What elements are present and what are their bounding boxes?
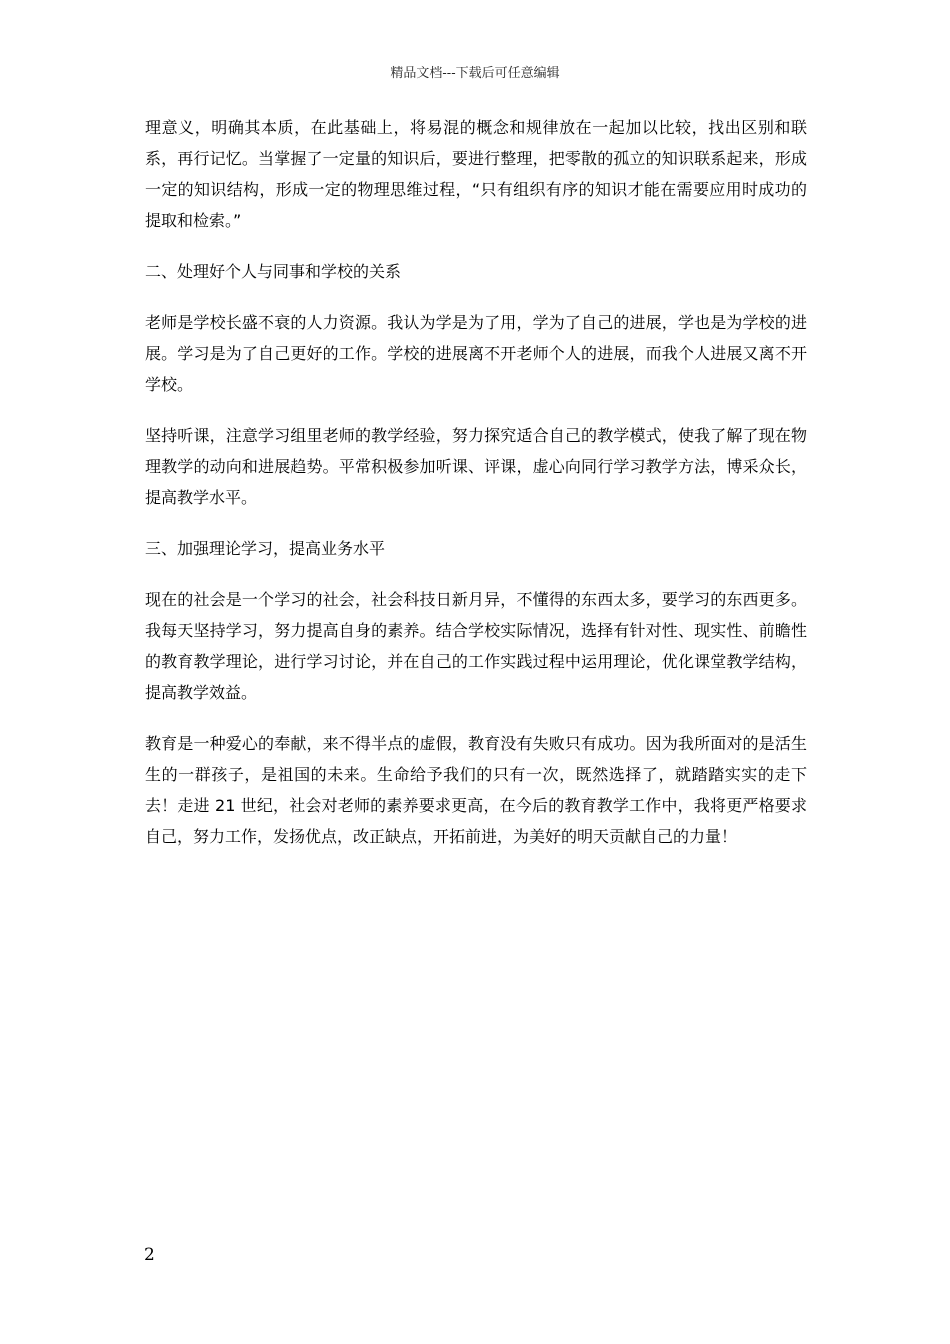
paragraph-teachers-resource: 老师是学校长盛不衰的人力资源。我认为学是为了用，学为了自己的进展，学也是为学校的进展。学习是为了自己更好的工作。学校的进展离不开老师个人的进展，而我个人进展又离不开学校。 — [145, 313, 807, 394]
paragraph-education-dedication: 教育是一种爱心的奉献，来不得半点的虚假，教育没有失败只有成功。因为我所面对的是活生生的一群孩子，是祖国的未来。生命给予我们的只有一次，既然选择了，就踏踏实实的走下去！走进 21 世纪，社会对老师的素养要求更高，在今后的教育教学工作中，我将更严格要求自己，努力工作，发扬优点，改正缺点，开拓前进，为美好的明天贡献自己的力量！ — [145, 734, 807, 846]
section-heading-2: 二、处理好个人与同事和学校的关系 — [145, 262, 402, 281]
paragraph-learning-society: 现在的社会是一个学习的社会，社会科技日新月异，不懂得的东西太多，要学习的东西更多。我每天坚持学习，努力提高自身的素养。结合学校实际情况，选择有针对性、现实性、前瞻性的教育教学理论，进行学习讨论，并在自己的工作实践过程中运用理论，优化课堂教学结构，提高教学效益。 — [145, 590, 807, 702]
paragraph-continuation: 理意义，明确其本质，在此基础上，将易混的概念和规律放在一起加以比较，找出区别和联系，再行记忆。当掌握了一定量的知识后，要进行整理，把零散的孤立的知识联系起来，形成一定的知识结构，形成一定的物理思维过程，“只有组织有序的知识才能在需要应用时成功的提取和检索。” — [145, 118, 807, 230]
page-header: 精品文档---下载后可任意编辑 — [390, 66, 560, 81]
section-heading-3: 三、加强理论学习，提高业务水平 — [145, 539, 386, 558]
document-body — [145, 112, 807, 872]
page-number: 2 — [144, 1245, 155, 1265]
paragraph-attend-lectures: 坚持听课，注意学习组里老师的教学经验，努力探究适合自己的教学模式，使我了解了现在物理教学的动向和进展趋势。平常积极参加听课、评课，虚心向同行学习教学方法，博采众长，提高教学水平。 — [145, 426, 807, 507]
